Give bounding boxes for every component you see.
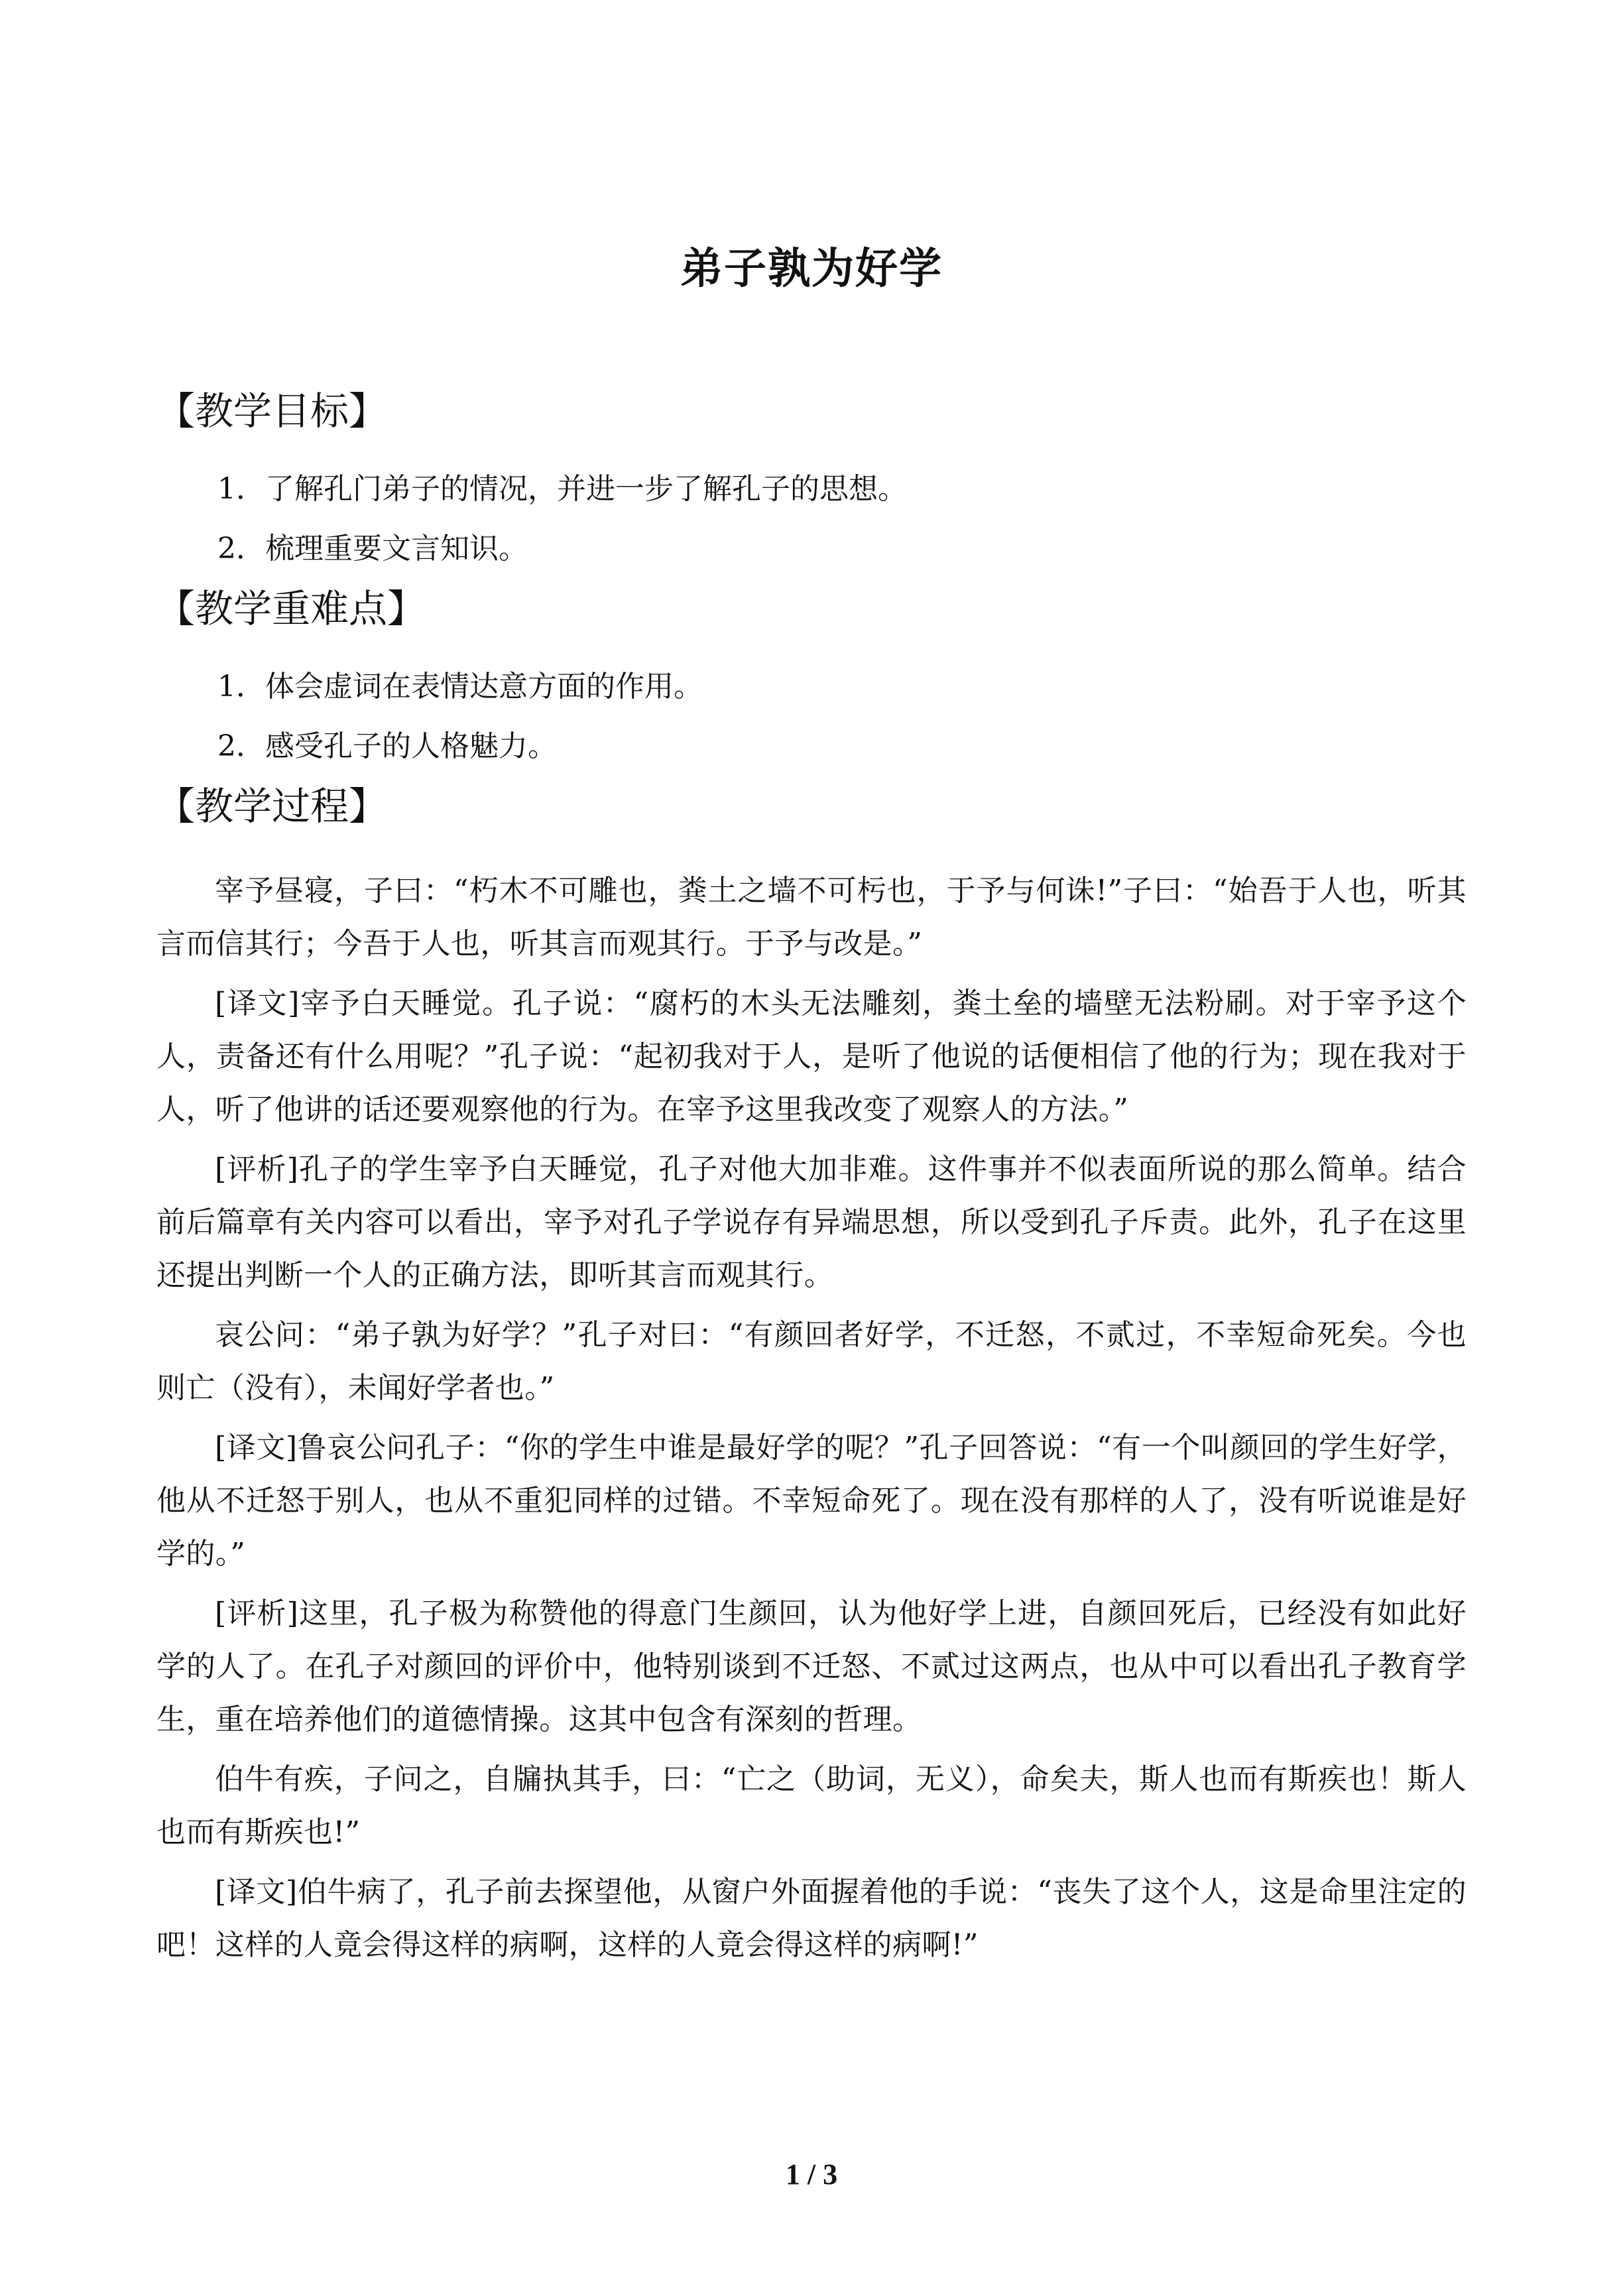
paragraph: [评析]孔子的学生宰予白天睡觉，孔子对他大加非难。这件事并不似表面所说的那么简单。结合前后篇章有关内容可以看出，宰予对孔子学说存有异端思想，所以受到孔子斥责。此外，孔子在这里还提出判断一个人的正确方法，即听其言而观其行。 [156,1152,1467,1292]
paragraph: [译文]鲁哀公问孔子：“你的学生中谁是最好学的呢？”孔子回答说：“有一个叫颜回的学生好学，他从不迁怒于别人，也从不重犯同样的过错。不幸短命死了。现在没有那样的人了，没有听说谁是好学的。” [156,1431,1467,1571]
list-item: 1．体会虚词在表情达意方面的作用。 [217,670,703,703]
paragraph: [译文]伯牛病了，孔子前去探望他，从窗户外面握着他的手说：“丧失了这个人，这是命里注定的吧！这样的人竟会得这样的病啊，这样的人竟会得这样的病啊!” [156,1875,1467,1962]
section-heading: 【教学过程】 [156,784,388,829]
list-item: 1．了解孔门弟子的情况，并进一步了解孔子的思想。 [217,472,907,506]
list-item: 2．梳理重要文言知识。 [217,532,528,566]
paragraph: 伯牛有疾，子问之，自牖执其手，曰：“亡之（助词，无义），命矣夫，斯人也而有斯疾也！斯人也而有斯疾也!” [156,1762,1467,1849]
section-key-difficulties [156,582,1467,766]
goal-list [156,469,1467,569]
list-item: 2．感受孔子的人格魅力。 [217,729,557,763]
paragraph: [评析]这里，孔子极为称赞他的得意门生颜回，认为他好学上进，自颜回死后，已经没有如此好学的人了。在孔子对颜回的评价中，他特别谈到不迁怒、不贰过这两点，也从中可以看出孔子教育学生，重在培养他们的道德情操。这其中包含有深刻的哲理。 [156,1597,1467,1736]
page-number: 1 / 3 [785,2158,838,2191]
paragraph: 宰予昼寝，子曰：“朽木不可雕也，粪土之墙不可杇也，于予与何诛!”子曰：“始吾于人也，听其言而信其行；今吾于人也，听其言而观其行。于予与改是。” [156,874,1467,961]
document-content [156,385,1467,1978]
section-teaching-goals [156,385,1467,569]
difficulty-list [156,667,1467,766]
document-title: 弟子孰为好学 [680,243,943,294]
paragraph: 哀公问：“弟子孰为好学？”孔子对曰：“有颜回者好学，不迁怒，不贰过，不幸短命死矣。今也则亡（没有），未闻好学者也。” [156,1318,1467,1405]
section-teaching-process [156,780,1467,1972]
process-body [156,865,1467,1972]
paragraph: [译文]宰予白天睡觉。孔子说：“腐朽的木头无法雕刻，粪土垒的墙壁无法粉刷。对于宰予这个人，责备还有什么用呢？”孔子说：“起初我对于人，是听了他说的话便相信了他的行为；现在我对于人，听了他讲的话还要观察他的行为。在宰予这里我改变了观察人的方法。” [156,987,1467,1126]
section-heading: 【教学重难点】 [156,586,426,631]
section-heading: 【教学目标】 [156,389,388,434]
